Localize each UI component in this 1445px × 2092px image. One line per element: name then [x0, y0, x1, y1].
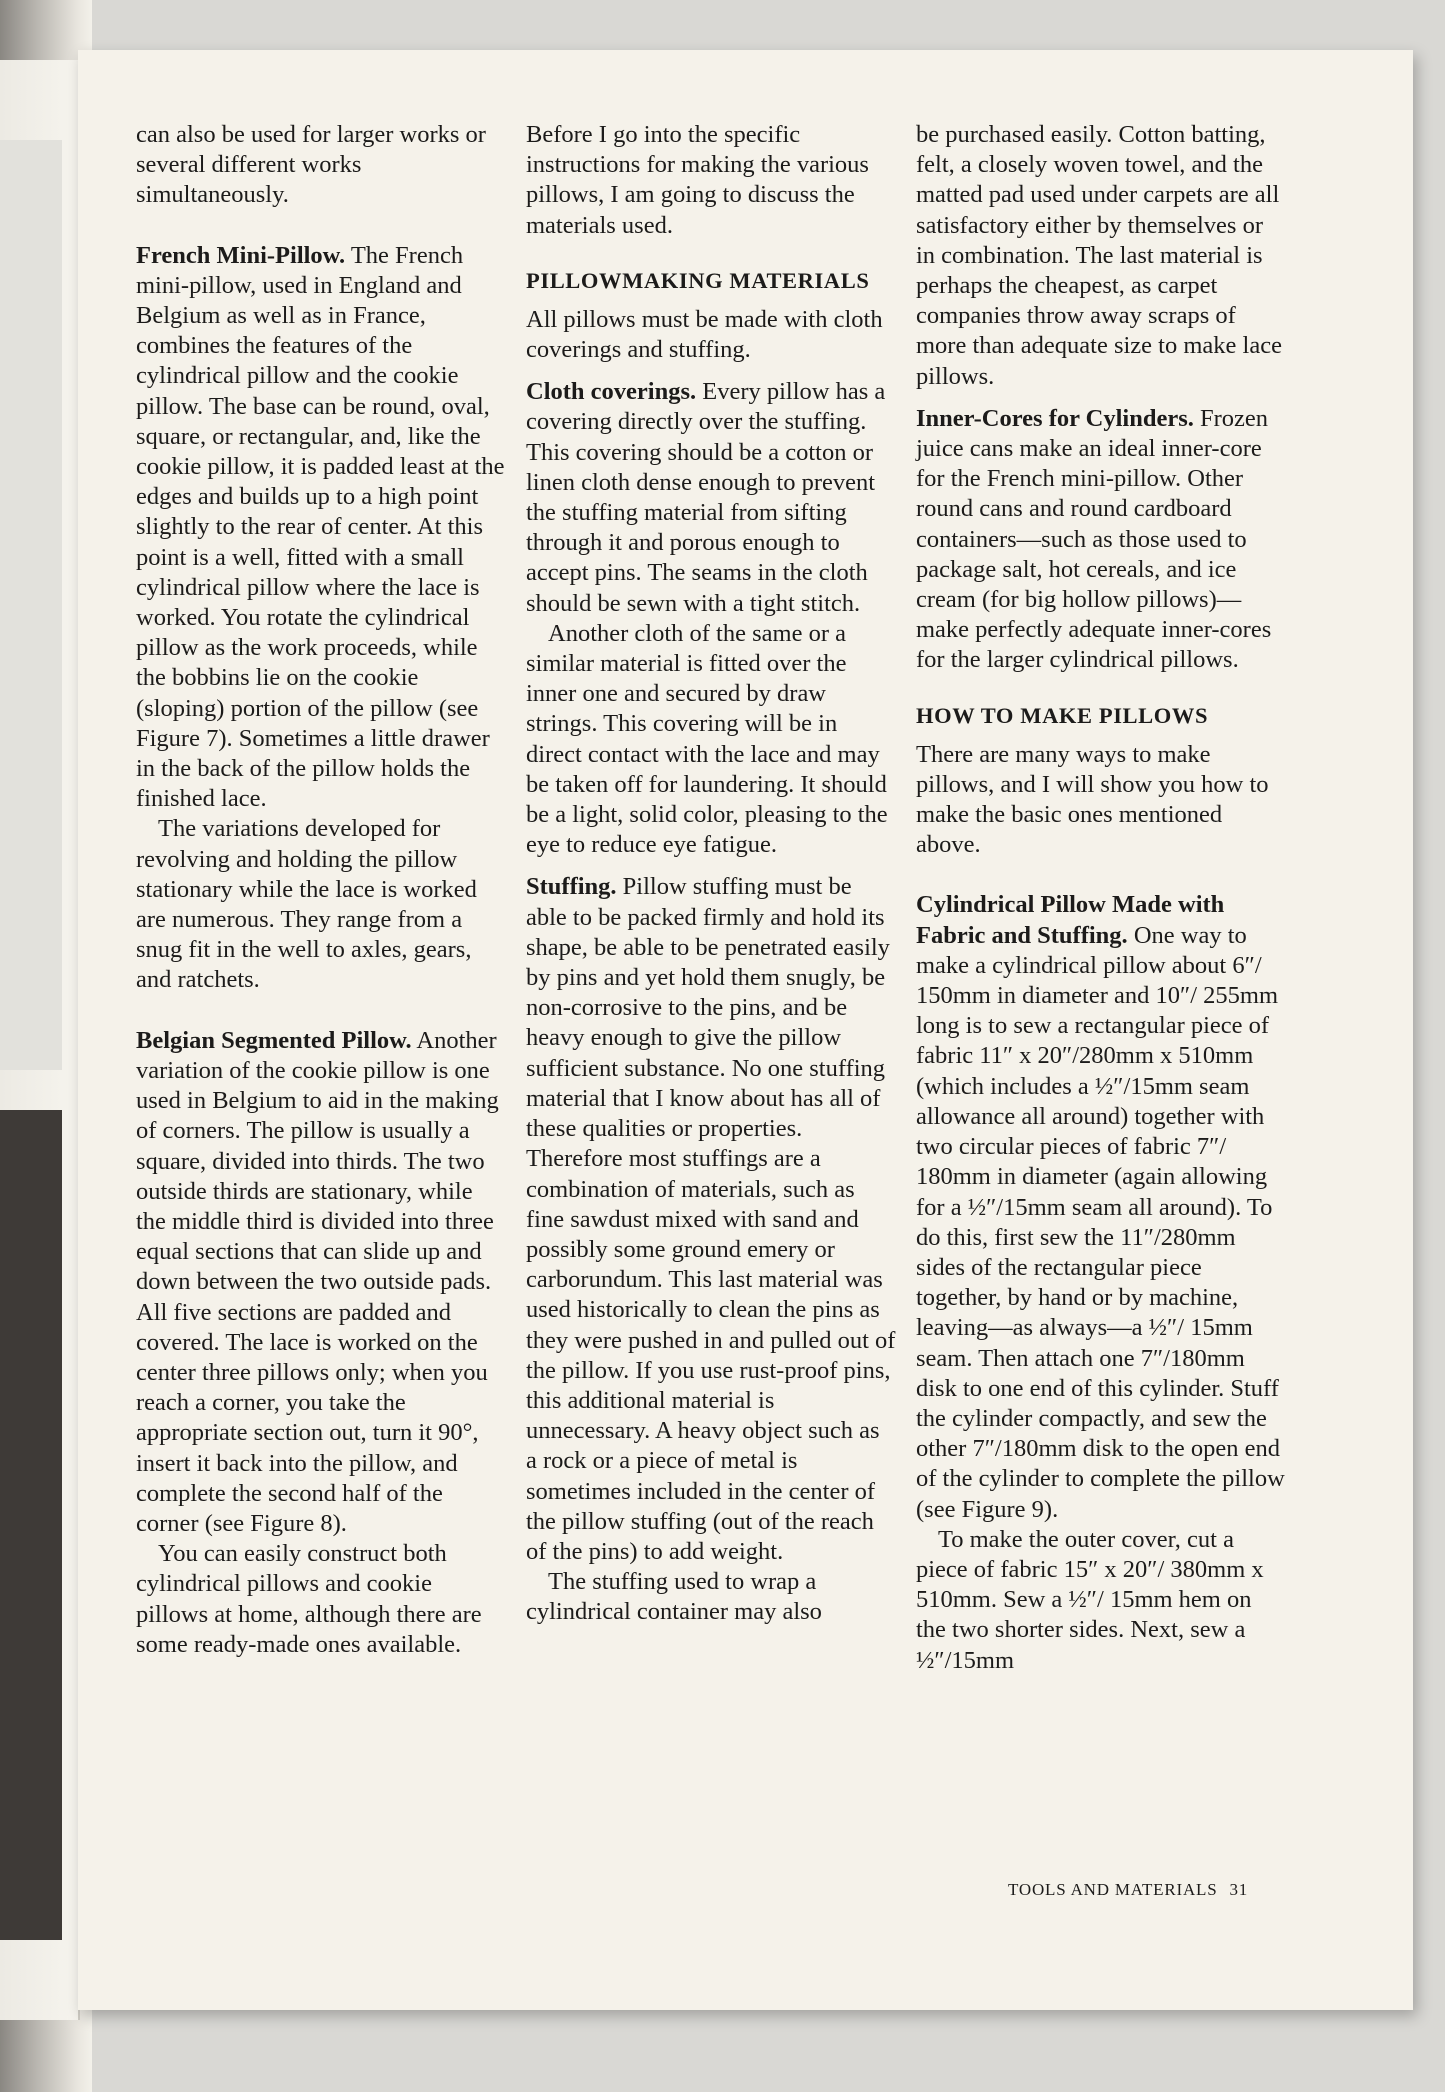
paragraph [526, 377, 896, 619]
paragraph-text: Every pillow has a covering directly over the stuffing. This covering should be a cotton or linen cloth dense enough to prevent the stuffing material from sifting through it and porous enough to accept pins. The seams in the cloth should be sewn with a tight stitch. [526, 378, 886, 617]
paragraph: Another cloth of the same or a similar material is fitted over the inner one and secured by draw strings. This covering will be in direct contact with the lace and may be taken off for laundering. It should be a light, solid color, pleasing to the eye to reduce eye fatigue. [526, 619, 888, 859]
paragraph: The variations developed for revolving and holding the pillow stationary while the lace is worked are numerous. They range from a snug fit in the well to axles, gears, and ratchets. [136, 815, 477, 994]
section-heading: PILLOWMAKING MATERIALS [526, 267, 870, 293]
paragraph [916, 404, 1286, 676]
paragraph-text: Another variation of the cookie pillow is one used in Belgium to aid in the making of corners. The pillow is usually a square, divided into thirds. The two outside thirds are stationary, while the middle third is divided into three equal sections that can slide up and down between the two outside pads. All five sections are padded and covered. The lace is worked on the center three pillows only; when you reach a corner, you take the appropriate section out, turn it 90°, insert it back into the pillow, and complete the second half of the corner (see Figure 8). [136, 1026, 499, 1537]
run-in-heading: Cylindrical Pillow Made with Fabric and Stuffing. [916, 891, 1225, 949]
paragraph [136, 1026, 506, 1539]
running-footer-title: TOOLS AND MATERIALS [1008, 1880, 1218, 1899]
paragraph [526, 872, 896, 1567]
section-heading: HOW TO MAKE PILLOWS [916, 702, 1209, 728]
paragraph [136, 241, 506, 815]
run-in-heading: Stuffing. [526, 873, 617, 901]
page-number: 31 [1229, 1880, 1249, 1899]
paragraph [916, 890, 1286, 1524]
run-in-heading: Belgian Segmented Pillow. [136, 1026, 412, 1054]
run-in-heading: Inner-Cores for Cylinders. [916, 404, 1194, 432]
text-column-1 [136, 120, 506, 1660]
run-in-heading: French Mini-Pillow. [136, 241, 346, 269]
previous-page-photo-dark [0, 1110, 62, 1940]
paragraph: You can easily construct both cylindrical pillows and cookie pillows at home, although there are some ready-made ones available. [136, 1540, 482, 1658]
paragraph: be purchased easily. Cotton batting, felt, a closely woven towel, and the matted pad used under carpets are all satisfactory either by themselves or in combination. The last material is perhaps the cheapest, as carpet companies throw away scraps of more than adequate size to make lace pillows. [916, 121, 1282, 390]
paragraph: Before I go into the specific instructions for making the various pillows, I am going to discuss the materials used. [526, 121, 869, 239]
text-column-3 [916, 120, 1286, 1676]
previous-page-photo-light [0, 140, 62, 1070]
paragraph-text: Frozen juice cans make an ideal inner-core for the French mini-pillow. Other round cans and round cardboard containers—such as those used to package salt, hot cereals, and ice cream (for big hollow pillows)—make perfectly adequate inner-cores for the larger cylindrical pillows. [916, 404, 1272, 674]
text-column-2 [526, 120, 896, 1628]
book-page [78, 50, 1413, 2010]
paragraph: can also be used for larger works or several different works simultaneously. [136, 121, 486, 209]
previous-page-edge [0, 60, 80, 2020]
paragraph-text: Pillow stuffing must be able to be packed firmly and hold its shape, be able to be penetrated easily by pins and yet hold them snugly, be non-corrosive to the pins, and be heavy enough to give the pillow sufficient substance. No one stuffing material that I know about has all of these qualities or properties. Therefore most stuffings are a combination of materials, such as fine sawdust mixed with sand and possibly some ground emery or carborundum. This last material was used historically to clean the pins as they were pushed in and pulled out of the pillow. If you use rust-proof pins, this additional material is unnecessary. A heavy object such as a rock or a piece of metal is sometimes included in the center of the pillow stuffing (out of the reach of the pins) to add weight. [526, 873, 896, 1565]
paragraph: The stuffing used to wrap a cylindrical container may also [526, 1568, 822, 1626]
run-in-heading: Cloth coverings. [526, 378, 697, 406]
paragraph-text: The French mini-pillow, used in England and Belgium as well as in France, combines the features of the cylindrical pillow and the cookie pillow. The base can be round, oval, square, or rectangular, and, like the cookie pillow, it is padded least at the edges and builds up to a high point slightly to the rear of center. At this point is a well, fitted with a small cylindrical pillow where the lace is worked. You rotate the cylindrical pillow as the work proceeds, while the bobbins lie on the cookie (sloping) portion of the pillow (see Figure 7). Sometimes a little drawer in the back of the pillow holds the finished lace. [136, 241, 505, 813]
paragraph-text: One way to make a cylindrical pillow about 6″/ 150mm in diameter and 10″/ 255mm long is to sew a rectangular piece of fabric 11″ x 20″/280mm x 510mm (which includes a ½″/15mm seam allowance all around) together with two circular pieces of fabric 7″/ 180mm in diameter (again allowing for a ½″/15mm seam all around). To do this, first sew the 11″/280mm sides of the rectangular piece together, by hand or by machine, leaving—as always—a ½″/ 15mm seam. Then attach one 7″/180mm disk to one end of this cylinder. Stuff the cylinder compactly, and sew the other 7″/180mm disk to the open end of the cylinder to complete the pillow (see Figure 9). [916, 921, 1285, 1523]
page-footer [1008, 1880, 1248, 1900]
paragraph: To make the outer cover, cut a piece of fabric 15″ x 20″/ 380mm x 510mm. Sew a ½″/ 15mm hem on the two shorter sides. Next, sew a ½″/15mm [916, 1525, 1264, 1674]
paragraph: There are many ways to make pillows, and I will show you how to make the basic ones mentioned above. [916, 740, 1269, 859]
paragraph: All pillows must be made with cloth coverings and stuffing. [526, 305, 883, 364]
